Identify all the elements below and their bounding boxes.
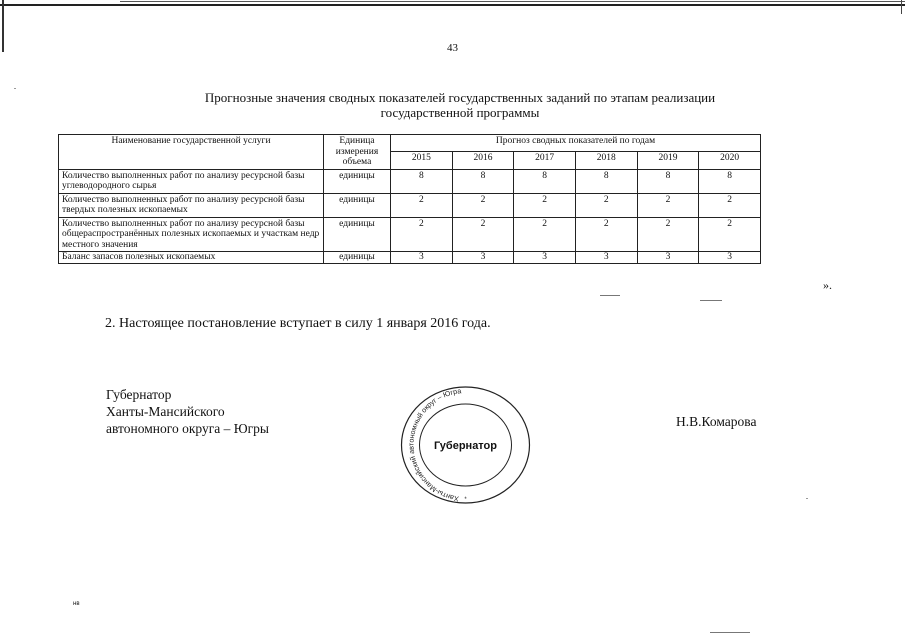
- row-value: 8: [452, 169, 514, 193]
- seal-ring-text: Ханты-Мансийский автономный округ – Югра: [406, 386, 462, 504]
- decree-clause: 2. Настоящее постановление вступает в силу 1 января 2016 года.: [105, 316, 491, 331]
- row-value: 2: [637, 193, 699, 217]
- scan-noise: [700, 300, 722, 301]
- header-unit-line-3: объема: [342, 157, 372, 167]
- table-header-row: [59, 135, 761, 152]
- seal-center-text: Губернатор: [433, 440, 498, 452]
- header-year: 2020: [699, 152, 761, 169]
- position-line-3: автономного округа – Югры: [106, 421, 269, 436]
- row-value: 3: [452, 252, 514, 264]
- closing-quote: ».: [823, 278, 832, 292]
- scan-edge-right: [901, 0, 902, 14]
- row-value: 8: [514, 169, 576, 193]
- row-value: 8: [391, 169, 453, 193]
- row-value: 8: [637, 169, 699, 193]
- row-unit: единицы: [324, 217, 391, 252]
- row-value: 3: [514, 252, 576, 264]
- table-row: [59, 252, 761, 264]
- header-unit-line-1: Единица: [339, 136, 375, 146]
- row-service-name: Количество выполненных работ по анализу ресурсной базы общераспространённых полезных ископаемых и участкам недр местного значения: [59, 217, 324, 252]
- row-unit: единицы: [324, 193, 391, 217]
- scan-noise: [806, 498, 808, 499]
- footer-mark: нв: [73, 601, 80, 607]
- signatory-name: Н.В.Комарова: [676, 414, 757, 429]
- scan-noise: [600, 295, 620, 296]
- row-value: 2: [391, 193, 453, 217]
- official-seal: [398, 385, 533, 510]
- row-service-name: Количество выполненных работ по анализу ресурсной базы углеводородного сырья: [59, 169, 324, 193]
- header-year: 2016: [452, 152, 514, 169]
- header-year: 2015: [391, 152, 453, 169]
- scan-edge-top-inner: [120, 1, 905, 2]
- row-value: 3: [391, 252, 453, 264]
- row-value: 3: [637, 252, 699, 264]
- seal-star-icon: *: [464, 497, 467, 503]
- row-value: 2: [699, 193, 761, 217]
- row-value: 2: [514, 193, 576, 217]
- row-unit: единицы: [324, 252, 391, 264]
- title-line-1: Прогнозные значения сводных показателей государственных заданий по этапам реализации: [204, 90, 716, 105]
- row-value: 2: [699, 217, 761, 252]
- table-row: [59, 217, 761, 252]
- row-value: 8: [699, 169, 761, 193]
- header-forecast: Прогноз сводных показателей по годам: [391, 135, 761, 152]
- position-line-1: Губернатор: [106, 387, 172, 402]
- row-value: 3: [699, 252, 761, 264]
- header-year: 2017: [514, 152, 576, 169]
- row-value: 8: [575, 169, 637, 193]
- scan-noise: [710, 632, 750, 633]
- table-row: [59, 169, 761, 193]
- scan-edge-top: [0, 4, 905, 6]
- row-unit: единицы: [324, 169, 391, 193]
- header-year: 2018: [575, 152, 637, 169]
- position-line-2: Ханты-Мансийского: [106, 404, 225, 419]
- header-service-name: Наименование государственной услуги: [59, 135, 324, 170]
- title-line-2: государственной программы: [380, 105, 540, 120]
- row-value: 2: [575, 193, 637, 217]
- header-year: 2019: [637, 152, 699, 169]
- row-value: 2: [452, 193, 514, 217]
- row-value: 2: [637, 217, 699, 252]
- document-title: [140, 90, 780, 120]
- header-unit-line-2: измерения: [335, 146, 379, 157]
- row-value: 2: [452, 217, 514, 252]
- table-row: [59, 193, 761, 217]
- row-service-name: Количество выполненных работ по анализу ресурсной базы твердых полезных ископаемых: [59, 193, 324, 217]
- scan-noise: [14, 88, 16, 89]
- row-value: 2: [514, 217, 576, 252]
- signatory-position: [106, 386, 269, 437]
- row-value: 2: [391, 217, 453, 252]
- row-value: 2: [575, 217, 637, 252]
- row-service-name: Баланс запасов полезных ископаемых: [59, 252, 324, 264]
- forecast-table: [58, 134, 761, 264]
- page-number: 43: [447, 42, 458, 54]
- header-unit: [324, 135, 391, 170]
- row-value: 3: [575, 252, 637, 264]
